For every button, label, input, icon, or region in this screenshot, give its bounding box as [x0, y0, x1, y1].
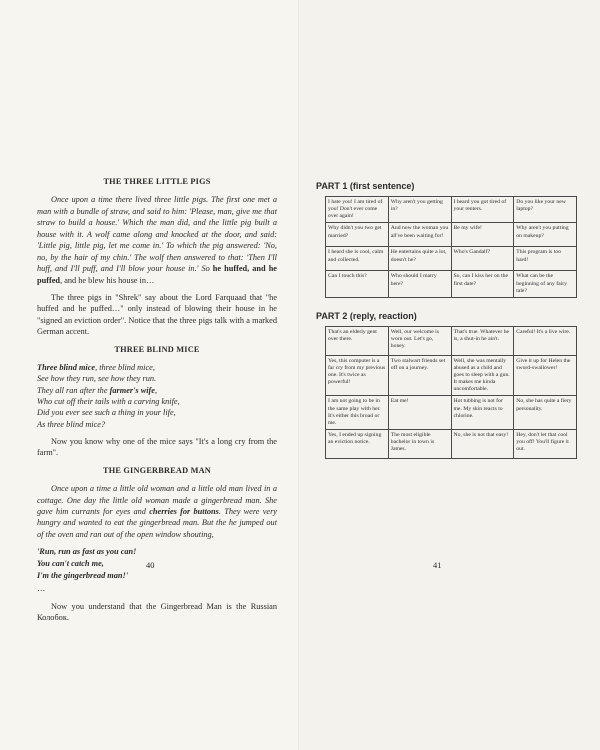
- verse-text: ,: [155, 385, 158, 395]
- part2-table-cell: Hot tubbing is not for me. My skin reacts to chlorine.: [451, 396, 514, 430]
- verse-line: See how they run, see how they run.: [37, 374, 157, 384]
- part2-table: [325, 326, 577, 459]
- gingerbread-man-note: Now you understand that the Gingerbread Man is the Russian Колобок.: [37, 601, 277, 623]
- part2-table-cell: Yes, this computer is a far cry from my previous one. It's twice as powerful!: [326, 355, 389, 396]
- part2-table-cell: Careful! It's a live wire.: [514, 326, 577, 355]
- part1-table-cell: Do you like your new laptop?: [514, 197, 577, 223]
- part1-table-row: [326, 271, 577, 297]
- part1-table-cell: Be my wife!: [451, 223, 514, 247]
- part2-table-cell: Eat me!: [388, 396, 451, 430]
- section-title-three-little-pigs: THE THREE LITTLE PIGS: [103, 177, 211, 186]
- part2-table-row: [326, 326, 577, 355]
- verse-line: [37, 362, 277, 373]
- part2-table-cell: Well, our welcome is worn out. Let's go, honey.: [388, 326, 451, 355]
- story-text: Once upon a time a little old woman and a little old man lived in a cottage. One day the little old woman made a gingerbread man. She gave him currants for eyes and: [37, 484, 277, 516]
- part2-table-cell: That's an elderly gent over there.: [326, 326, 389, 355]
- part1-table-cell: So, can I kiss her on the first date?: [451, 271, 514, 297]
- highlight-phrase: he huffed, and he puffed: [37, 264, 277, 285]
- page-number-left: 40: [146, 560, 155, 570]
- part2-table-cell: Hey, don't let that cool you off! You'll figure it out.: [514, 429, 577, 458]
- section-title-gingerbread-man: THE GINGERBREAD MAN: [103, 465, 211, 475]
- story-text-end: , and he blew his house in…: [60, 275, 155, 285]
- verse-line: Did you ever see such a thing in your life,: [37, 408, 176, 418]
- part2-table-cell: No, she is not that easy!: [451, 429, 514, 458]
- part1-table-cell: I heard you got tired of your renters.: [451, 197, 514, 223]
- part1-table-row: [326, 197, 577, 223]
- verse-text: , three blind mice,: [95, 363, 155, 373]
- page-number-right: 41: [433, 560, 442, 570]
- highlight-phrase: cherries for buttons: [149, 507, 219, 516]
- part1-table-cell: Who should I marry here?: [388, 271, 451, 297]
- part1-table-cell: Can I touch this?: [326, 271, 389, 297]
- highlight-phrase: farmer's wife: [109, 385, 155, 395]
- part2-table-cell: The most eligible bachelor in town is James.: [388, 429, 451, 458]
- part1-table-cell: Why aren't you putting on makeup?: [514, 223, 577, 247]
- part1-table-row: [326, 223, 577, 247]
- part1-table-cell: What can be the beginning of any fairy tale?: [514, 271, 577, 297]
- verse-line: Who cut off their tails with a carving knife,: [37, 396, 180, 406]
- three-little-pigs-story: [37, 194, 277, 286]
- verse-text: They all ran after the: [37, 385, 110, 395]
- three-blind-mice-verse: [37, 362, 277, 430]
- verse-line: [37, 385, 277, 396]
- part2-table-cell: No, she has quite a fiery personality.: [514, 396, 577, 430]
- part2-table-row: [326, 396, 577, 430]
- left-page-content: [37, 176, 277, 629]
- part1-table-cell: This program is too hard!: [514, 247, 577, 271]
- three-little-pigs-note: The three pigs in "Shrek" say about the Lord Farquaad that "he huffed and he puffed…" only instead of blowing their house in he "signed an eviction order". Notice that the three pigs talk with a marked German accent.: [37, 292, 277, 337]
- shout-line: I'm the gingerbread man!': [37, 570, 129, 580]
- part2-table-cell: I am not going to be in the same play with her. It's either this broad or me.: [326, 396, 389, 430]
- part2-table-row: [326, 429, 577, 458]
- three-blind-mice-note: Now you know why one of the mice says "It's a long cry from the farm".: [37, 436, 277, 458]
- part2-table-cell: Two stalwart friends set off on a journey.: [388, 355, 451, 396]
- gingerbread-man-shout: [37, 546, 277, 581]
- part1-table-cell: I heard she is cool, calm and collected.: [326, 247, 389, 271]
- highlight-phrase: Three blind mice: [37, 363, 96, 373]
- part1-table-cell: Who's Gandalf?: [451, 247, 514, 271]
- part2-title: PART 2 (reply, reaction): [316, 310, 417, 321]
- part2-table-row: [326, 355, 577, 396]
- shout-line: You can't catch me,: [37, 558, 104, 568]
- gingerbread-man-story: [37, 483, 277, 540]
- part2-table-cell: That's true. Whatever he is, a shut-in he ain't.: [451, 326, 514, 355]
- part1-table-cell: And now the woman you all've been waiting for!: [388, 223, 451, 247]
- right-page-content: [316, 181, 586, 459]
- part1-title: PART 1 (first sentence): [316, 181, 415, 191]
- part1-table-row: [326, 247, 577, 271]
- part1-table-cell: Why didn't you two get married?: [326, 223, 389, 247]
- part1-table-cell: Why aren't you getting in?: [388, 197, 451, 223]
- part1-table-cell: He entertains quite a lot, doesn't he?: [388, 247, 451, 271]
- story-text: . They were very hungry and wanted to eat the gingerbread man. But the he jumped out of the oven and ran out of the open window shouting,: [37, 507, 277, 539]
- part2-table-cell: Well, she was mentally abused as a child and goes to sleep with a gun. It makes me kinda uncomfortable.: [451, 355, 514, 396]
- verse-line: As three blind mice?: [37, 419, 106, 429]
- part1-table-cell: I hate you! I am tired of you! Don't ever come over again!: [326, 197, 389, 223]
- ellipsis: …: [37, 584, 46, 594]
- story-text: Once upon a time there lived three little pigs. The first one met a man with a bundle of straw, and said to him: 'Please, man, give me that straw to build a house.' Which the man did, and the little pig built a house with it. A wolf came along and knocked at the door, and said: 'Little pig, little pig, let me come in.' To which the pig answered: 'No, no, by the hair of my chin.' The wolf then answered to that: 'Then I'll huff, and I'll puff, and I'll blow your house in.' So: [37, 195, 277, 274]
- right-page: [300, 0, 600, 750]
- part2-table-cell: Yes, I ended up signing an eviction notice.: [326, 429, 389, 458]
- section-title-three-blind-mice: THREE BLIND MICE: [114, 344, 200, 354]
- part1-table: [325, 196, 577, 298]
- shout-line: 'Run, run as fast as you can!: [37, 547, 137, 557]
- part2-table-cell: Give it up for Helen the sword-swallower!: [514, 355, 577, 396]
